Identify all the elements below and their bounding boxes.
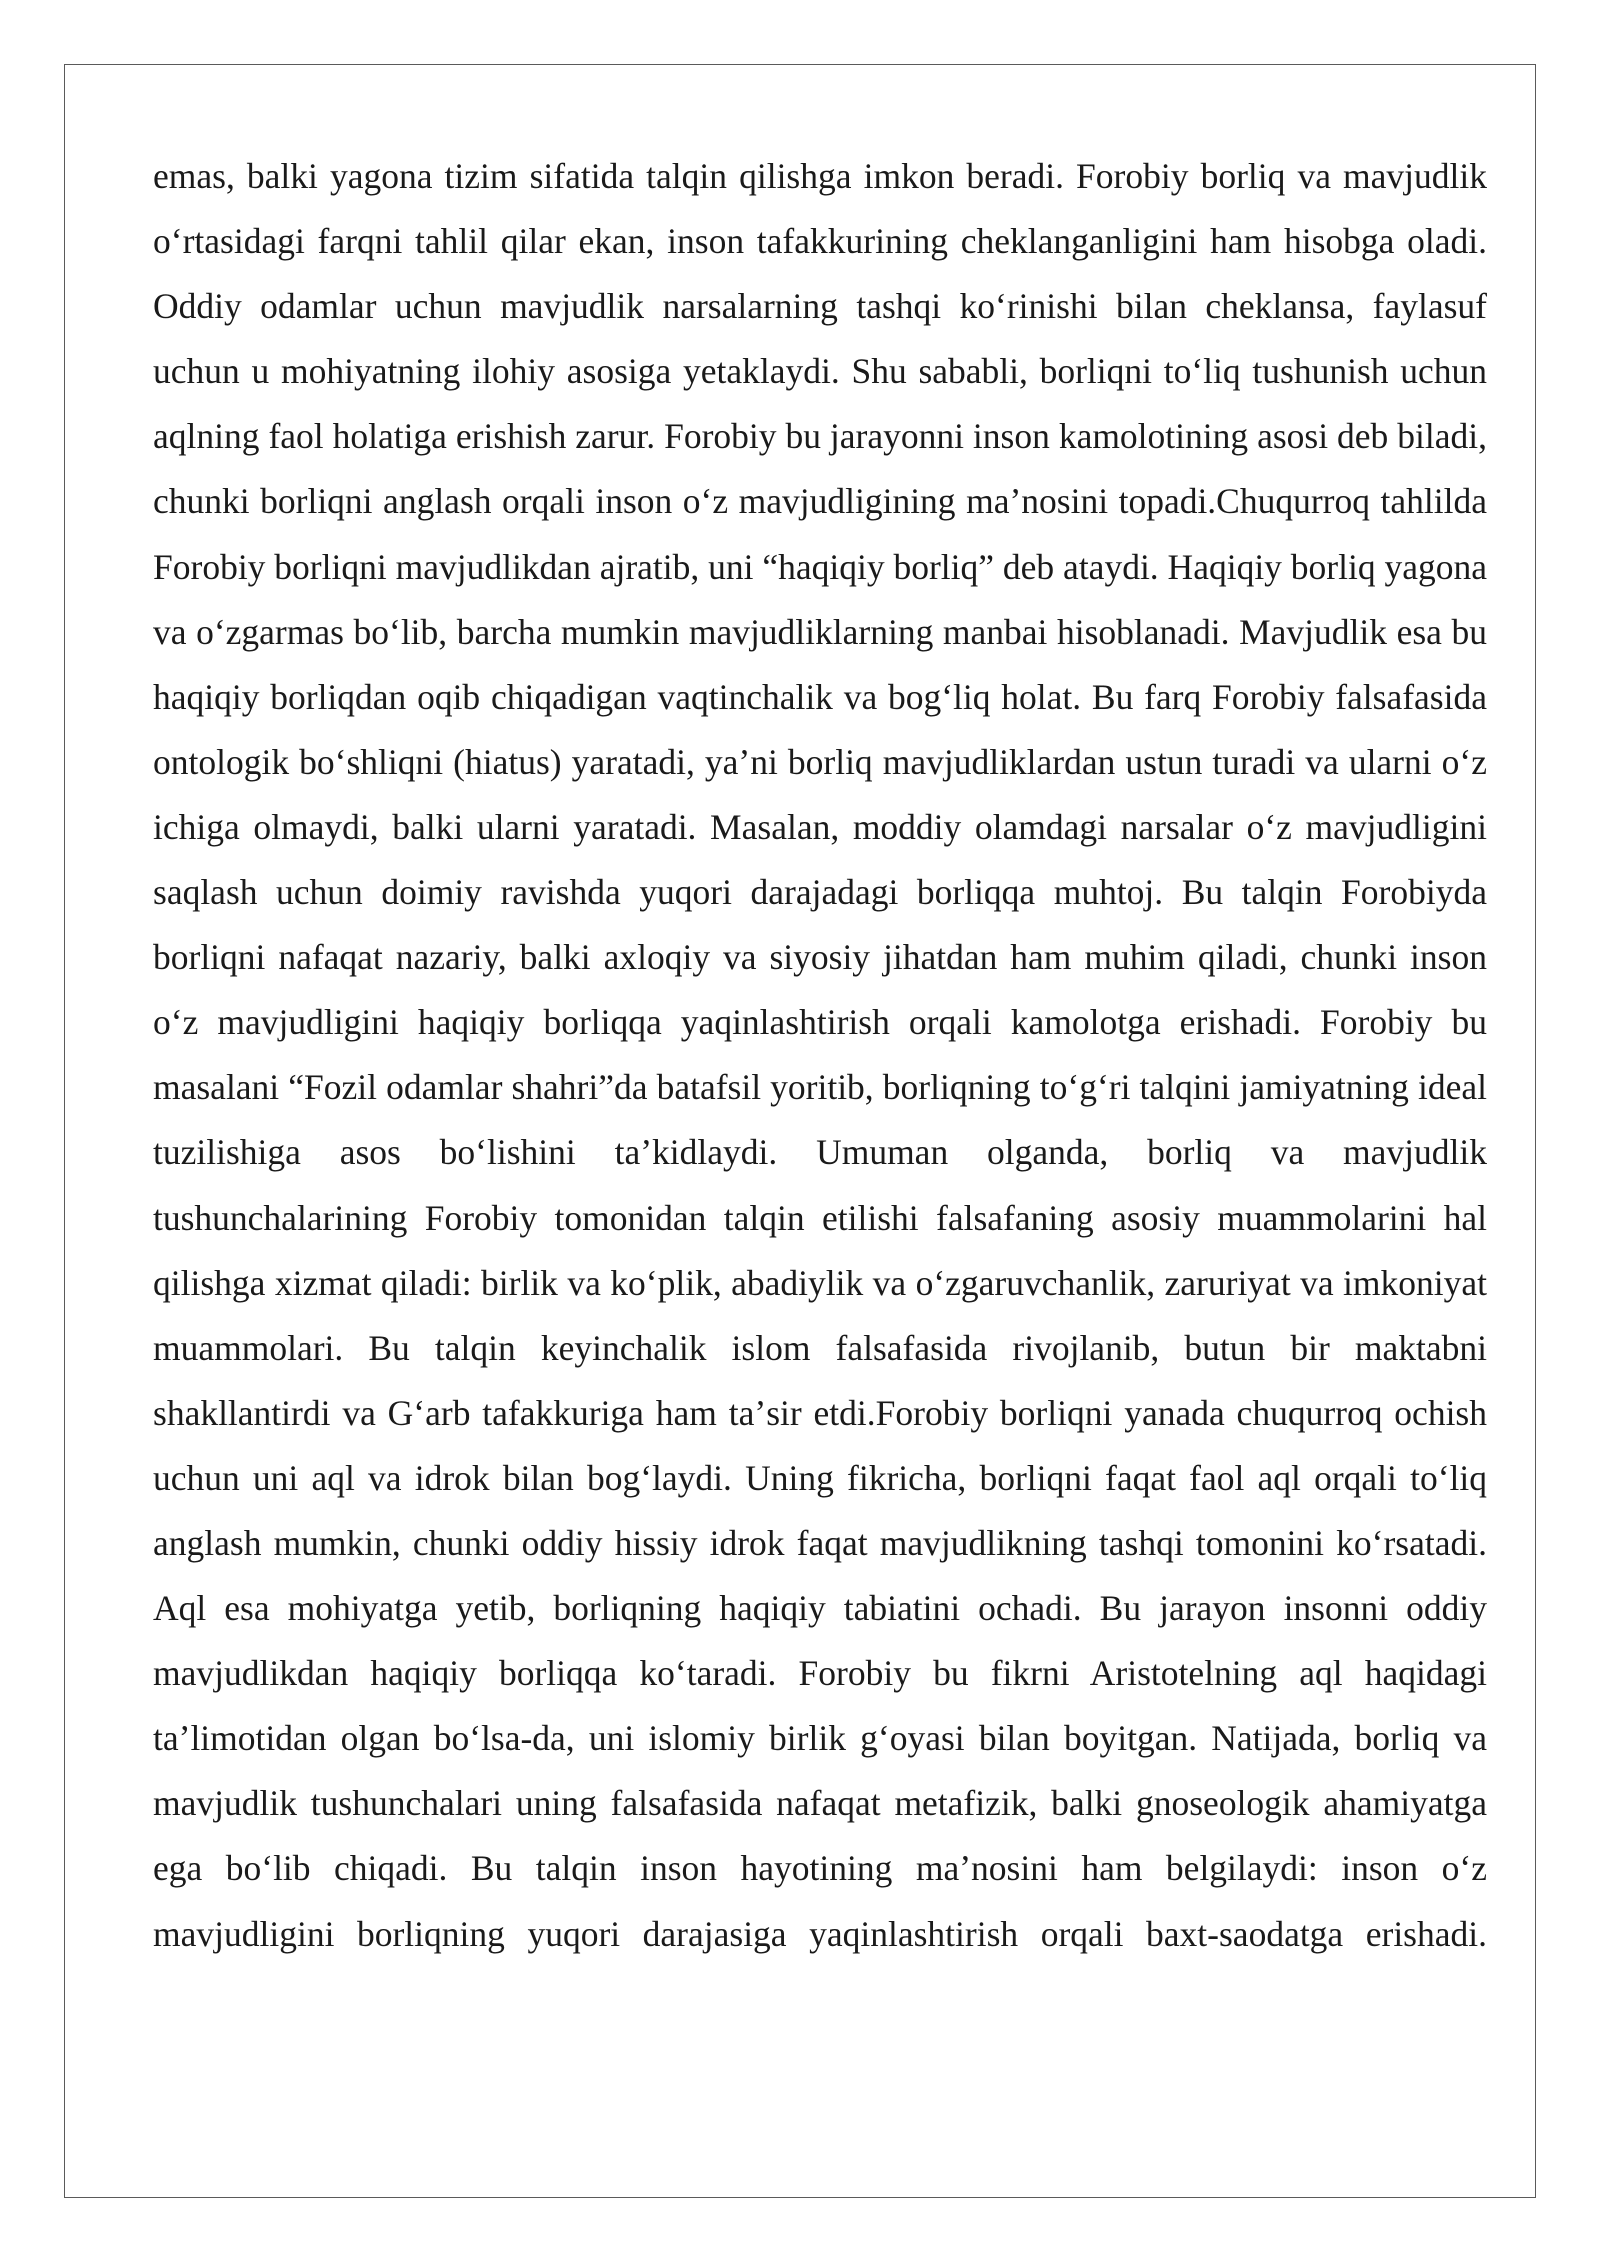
body-paragraph: emas, balki yagona tizim sifatida talqin qilishga imkon beradi. Forobiy borliq va mavjudlik oʻrtasidagi farqni tahlil qilar ekan, inson tafakkurining cheklanganligini ham hisobga oladi. Oddiy odamlar uchun mavjudlik narsalarning tashqi koʻrinishi bilan cheklansa, faylasuf uchun u mohiyatning ilohiy asosiga yetaklaydi. Shu sababli, borliqni toʻliq tushunish uchun aqlning faol holatiga erishish zarur. Forobiy bu jarayonni inson kamolotining asosi deb biladi, chunki borliqni anglash orqali inson oʻz mavjudligining maʼnosini topadi.Chuqurroq tahlilda Forobiy borliqni mavjudlikdan ajratib, uni “haqiqiy borliq” deb ataydi. Haqiqiy borliq yagona va oʻzgarmas boʻlib, barcha mumkin mavjudliklarning manbai hisoblanadi. Mavjudlik esa bu haqiqiy borliqdan oqib chiqadigan vaqtinchalik va bogʻliq holat. Bu farq Forobiy falsafasida ontologik boʻshliqni (hiatus) yaratadi, yaʼni borliq mavjudliklardan ustun turadi va ularni oʻz ichiga olmaydi, balki ularni yaratadi. Masalan, moddiy olamdagi narsalar oʻz mavjudligini saqlash uchun doimiy ravishda yuqori darajadagi borliqqa muhtoj. Bu talqin Forobiyda borliqni nafaqat nazariy, balki axloqiy va siyosiy jihatdan ham muhim qiladi, chunki inson oʻz mavjudligini haqiqiy borliqqa yaqinlashtirish orqali kamolotga erishadi. Forobiy bu masalani “Fozil odamlar shahri”da batafsil yoritib, borliqning toʻgʻri talqini jamiyatning ideal tuzilishiga asos boʻlishini taʼkidlaydi. Umuman olganda, borliq va mavjudlik tushunchalarining Forobiy tomonidan talqin etilishi falsafaning asosiy muammolarini hal qilishga xizmat qiladi: birlik va koʻplik, abadiylik va oʻzgaruvchanlik, zaruriyat va imkoniyat muammolari. Bu talqin keyinchalik islom falsafasida rivojlanib, butun bir maktabni shakllantirdi va Gʻarb tafakkuriga ham taʼsir etdi.Forobiy borliqni yanada chuqurroq ochish uchun uni aql va idrok bilan bogʻlaydi. Uning fikricha, borliqni faqat faol aql orqali toʻliq anglash mumkin, chunki oddiy hissiy idrok faqat mavjudlikning tashqi tomonini koʻrsatadi. Aql esa mohiyatga yetib, borliqning haqiqiy tabiatini ochadi. Bu jarayon insonni oddiy mavjudlikdan haqiqiy borliqqa koʻtaradi. Forobiy bu fikrni Aristotelning aql haqidagi taʼlimotidan olgan boʻlsa-da, uni islomiy birlik gʻoyasi bilan boyitgan. Natijada, borliq va mavjudlik tushunchalari uning falsafasida nafaqat metafizik, balki gnoseologik ahamiyatga ega boʻlib chiqadi. Bu talqin inson hayotining maʼnosini ham belgilaydi: inson oʻz mavjudligini borliqning yuqori darajasiga yaqinlashtirish orqali baxt-saodatga erishadi.	[153, 156, 1487, 1954]
